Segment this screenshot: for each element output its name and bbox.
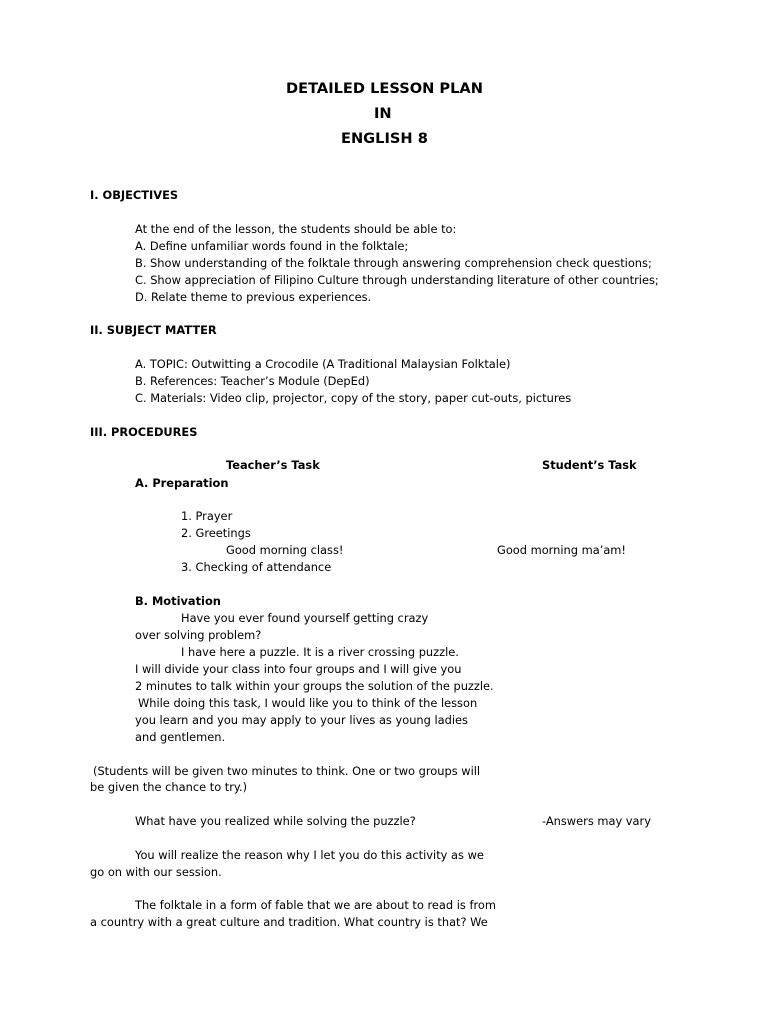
folktale-paragraph-line: a country with a great culture and tradition. What country is that? We: [90, 915, 488, 929]
teacher-greeting: Good morning class!: [226, 543, 344, 557]
motivation-line: 2 minutes to talk within your groups the solution of the puzzle.: [135, 679, 494, 693]
subject-matter-item: C. Materials: Video clip, projector, copy of the story, paper cut-outs, pictures: [135, 391, 572, 405]
realize-paragraph-line: You will realize the reason why I let you do this activity as we: [135, 848, 484, 862]
motivation-note: be given the chance to try.): [90, 780, 248, 794]
folktale-paragraph-line: The folktale in a form of fable that we are about to read is from: [135, 898, 496, 912]
motivation-line: over solving problem?: [135, 628, 262, 642]
subject-matter-item: A. TOPIC: Outwitting a Crocodile (A Traditional Malaysian Folktale): [135, 357, 511, 371]
motivation-line: I will divide your class into four groups and I will give you: [135, 662, 462, 676]
objectives-intro: At the end of the lesson, the students should be able to:: [135, 222, 457, 236]
motivation-line: While doing this task, I would like you to think of the lesson: [138, 696, 478, 710]
preparation-heading: A. Preparation: [135, 476, 229, 490]
realize-paragraph-line: go on with our session.: [90, 865, 222, 879]
procedures-heading: III. PROCEDURES: [90, 425, 198, 439]
teacher-task-header: Teacher’s Task: [226, 458, 320, 472]
objective-item: C. Show appreciation of Filipino Culture through understanding literature of other countries;: [135, 273, 659, 287]
motivation-line: you learn and you may apply to your lives as young ladies: [135, 713, 468, 727]
motivation-note: (Students will be given two minutes to think. One or two groups will: [93, 764, 481, 778]
objective-item: A. Define unfamiliar words found in the folktale;: [135, 239, 409, 253]
objective-item: D. Relate theme to previous experiences.: [135, 290, 372, 304]
objective-item: B. Show understanding of the folktale through answering comprehension check questions;: [135, 256, 652, 270]
realization-answer: -Answers may vary: [542, 814, 651, 828]
subject-matter-heading: II. SUBJECT MATTER: [90, 323, 217, 337]
greetings-step: 2. Greetings: [181, 526, 251, 540]
motivation-heading: B. Motivation: [135, 594, 221, 608]
subject-matter-item: B. References: Teacher’s Module (DepEd): [135, 374, 370, 388]
motivation-line: and gentlemen.: [135, 730, 226, 744]
prayer-step: 1. Prayer: [181, 509, 233, 523]
motivation-line: Have you ever found yourself getting crazy: [181, 611, 429, 625]
realization-question: What have you realized while solving the puzzle?: [135, 814, 416, 828]
title-line-1: DETAILED LESSON PLAN: [286, 80, 483, 97]
student-task-header: Student’s Task: [542, 458, 637, 472]
attendance-step: 3. Checking of attendance: [181, 560, 332, 574]
objectives-heading: I. OBJECTIVES: [90, 188, 179, 202]
student-greeting: Good morning ma’am!: [497, 543, 626, 557]
motivation-line: I have here a puzzle. It is a river crossing puzzle.: [181, 645, 459, 659]
title-line-3: ENGLISH 8: [341, 130, 428, 147]
title-line-2: IN: [374, 105, 392, 122]
